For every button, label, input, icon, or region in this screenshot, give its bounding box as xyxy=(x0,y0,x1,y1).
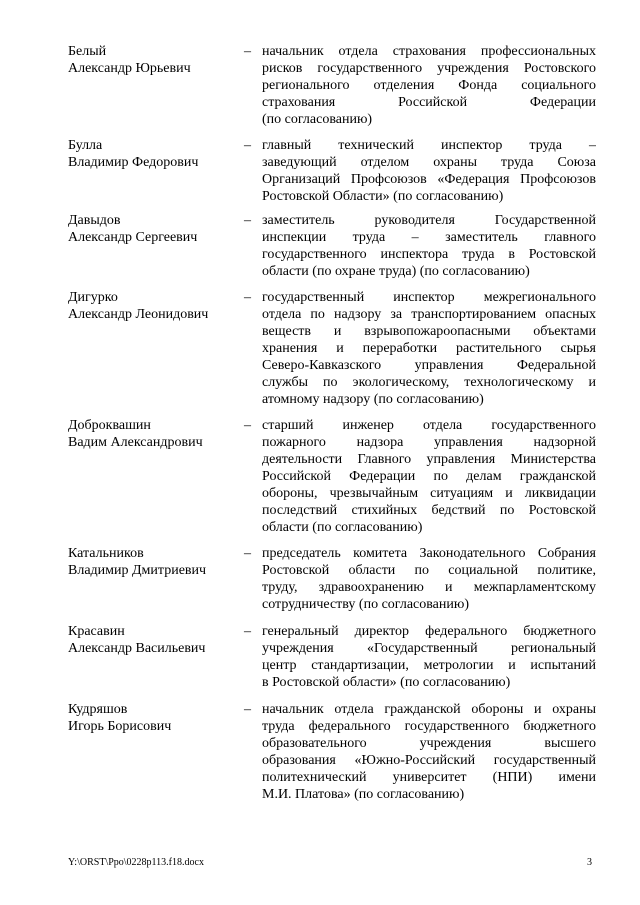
dash-separator: – xyxy=(244,624,251,639)
position-line: инспекции труда – заместитель главного xyxy=(262,230,596,245)
member-given-name: Игорь Борисович xyxy=(68,719,172,734)
position-line: страхования Российской Федерации xyxy=(262,95,596,110)
position-line: государственный инспектор межрегионального xyxy=(262,290,596,305)
position-line: заместитель руководителя Государственной xyxy=(262,213,596,228)
position-line: атомному надзору (по согласованию) xyxy=(262,392,484,407)
member-surname: Красавин xyxy=(68,624,125,639)
position-line: обороны, чрезвычайным ситуациям и ликвидации xyxy=(262,486,596,501)
position-line: отдела по надзору за транспортированием опасных xyxy=(262,307,596,322)
position-line: хранения и переработки растительного сырья xyxy=(262,341,596,356)
member-surname: Кудряшов xyxy=(68,702,128,717)
position-line: Организаций Профсоюзов «Федерация Профсоюзов xyxy=(262,172,596,187)
position-line: государственного инспектора труда в Ростовской xyxy=(262,247,596,262)
member-given-name: Александр Юрьевич xyxy=(68,61,191,76)
position-line: учреждения «Государственный региональный xyxy=(262,641,596,656)
position-line: Северо-Кавказского управления Федеральной xyxy=(262,358,596,373)
position-line: генеральный директор федерального бюджетного xyxy=(262,624,596,639)
member-position xyxy=(262,137,596,205)
member-name xyxy=(68,212,233,246)
member-position xyxy=(262,623,596,691)
dash-separator: – xyxy=(244,418,251,433)
member-given-name: Александр Сергеевич xyxy=(68,230,198,245)
position-line: службы по экологическому, технологическому и xyxy=(262,375,596,390)
member-given-name: Александр Леонидович xyxy=(68,307,209,322)
position-line: сотрудничеству (по согласованию) xyxy=(262,597,469,612)
page-number: 3 xyxy=(587,857,592,868)
member-name xyxy=(68,137,233,171)
member-name xyxy=(68,623,233,657)
member-position xyxy=(262,289,596,408)
dash-separator: – xyxy=(244,290,251,305)
position-line: труду, здравоохранению и межпарламентскому xyxy=(262,580,596,595)
position-line: регионального отделения Фонда социального xyxy=(262,78,596,93)
member-name xyxy=(68,43,233,77)
member-surname: Доброквашин xyxy=(68,418,151,433)
position-line: начальник отдела гражданской обороны и охраны xyxy=(262,702,596,717)
position-line: председатель комитета Законодательного Собрания xyxy=(262,546,596,561)
dash-separator: – xyxy=(244,702,251,717)
member-surname: Белый xyxy=(68,44,107,59)
footer-file-path: Y:\ORST\Ppo\0228p113.f18.docx xyxy=(68,857,204,868)
member-surname: Булла xyxy=(68,138,103,153)
member-position xyxy=(262,212,596,280)
member-position xyxy=(262,545,596,613)
position-line: центр стандартизации, метрологии и испытаний xyxy=(262,658,596,673)
position-line: (по согласованию) xyxy=(262,112,373,127)
dash-separator: – xyxy=(244,213,251,228)
member-given-name: Владимир Дмитриевич xyxy=(68,563,207,578)
position-line: труда федерального государственного бюджетного xyxy=(262,719,596,734)
position-line: области (по согласованию) xyxy=(262,520,423,535)
member-name xyxy=(68,289,233,323)
position-line: деятельности Главного управления Министерства xyxy=(262,452,596,467)
position-line: области (по охране труда) (по согласованию) xyxy=(262,264,530,279)
position-line: заведующий отделом охраны труда Союза xyxy=(262,155,596,170)
dash-separator: – xyxy=(244,546,251,561)
position-line: последствий стихийных бедствий по Ростовской xyxy=(262,503,596,518)
member-position xyxy=(262,701,596,803)
position-line: веществ и взрывопожароопасными объектами xyxy=(262,324,596,339)
member-surname: Давыдов xyxy=(68,213,121,228)
position-line: Ростовской области по социальной политике, xyxy=(262,563,596,578)
position-line: образования «Южно-Российский государственный xyxy=(262,753,596,768)
position-line: пожарного надзора управления надзорной xyxy=(262,435,596,450)
position-line: рисков государственного учреждения Ростовского xyxy=(262,61,596,76)
position-line: в Ростовской области» (по согласованию) xyxy=(262,675,511,690)
member-given-name: Владимир Федорович xyxy=(68,155,199,170)
member-given-name: Вадим Александрович xyxy=(68,435,203,450)
dash-separator: – xyxy=(244,44,251,59)
position-line: М.И. Платова» (по согласованию) xyxy=(262,787,465,802)
position-line: старший инженер отдела государственного xyxy=(262,418,596,433)
member-name xyxy=(68,417,233,451)
position-line: Ростовской Области» (по согласованию) xyxy=(262,189,504,204)
member-name xyxy=(68,545,233,579)
member-surname: Катальников xyxy=(68,546,144,561)
position-line: Российской Федерации по делам гражданской xyxy=(262,469,596,484)
position-line: главный технический инспектор труда – xyxy=(262,138,596,153)
position-line: политехнический университет (НПИ) имени xyxy=(262,770,596,785)
member-surname: Дигурко xyxy=(68,290,118,305)
dash-separator: – xyxy=(244,138,251,153)
member-name xyxy=(68,701,233,735)
member-position xyxy=(262,43,596,128)
member-given-name: Александр Васильевич xyxy=(68,641,206,656)
position-line: образовательного учреждения высшего xyxy=(262,736,596,751)
member-position xyxy=(262,417,596,536)
position-line: начальник отдела страхования профессиональных xyxy=(262,44,596,59)
